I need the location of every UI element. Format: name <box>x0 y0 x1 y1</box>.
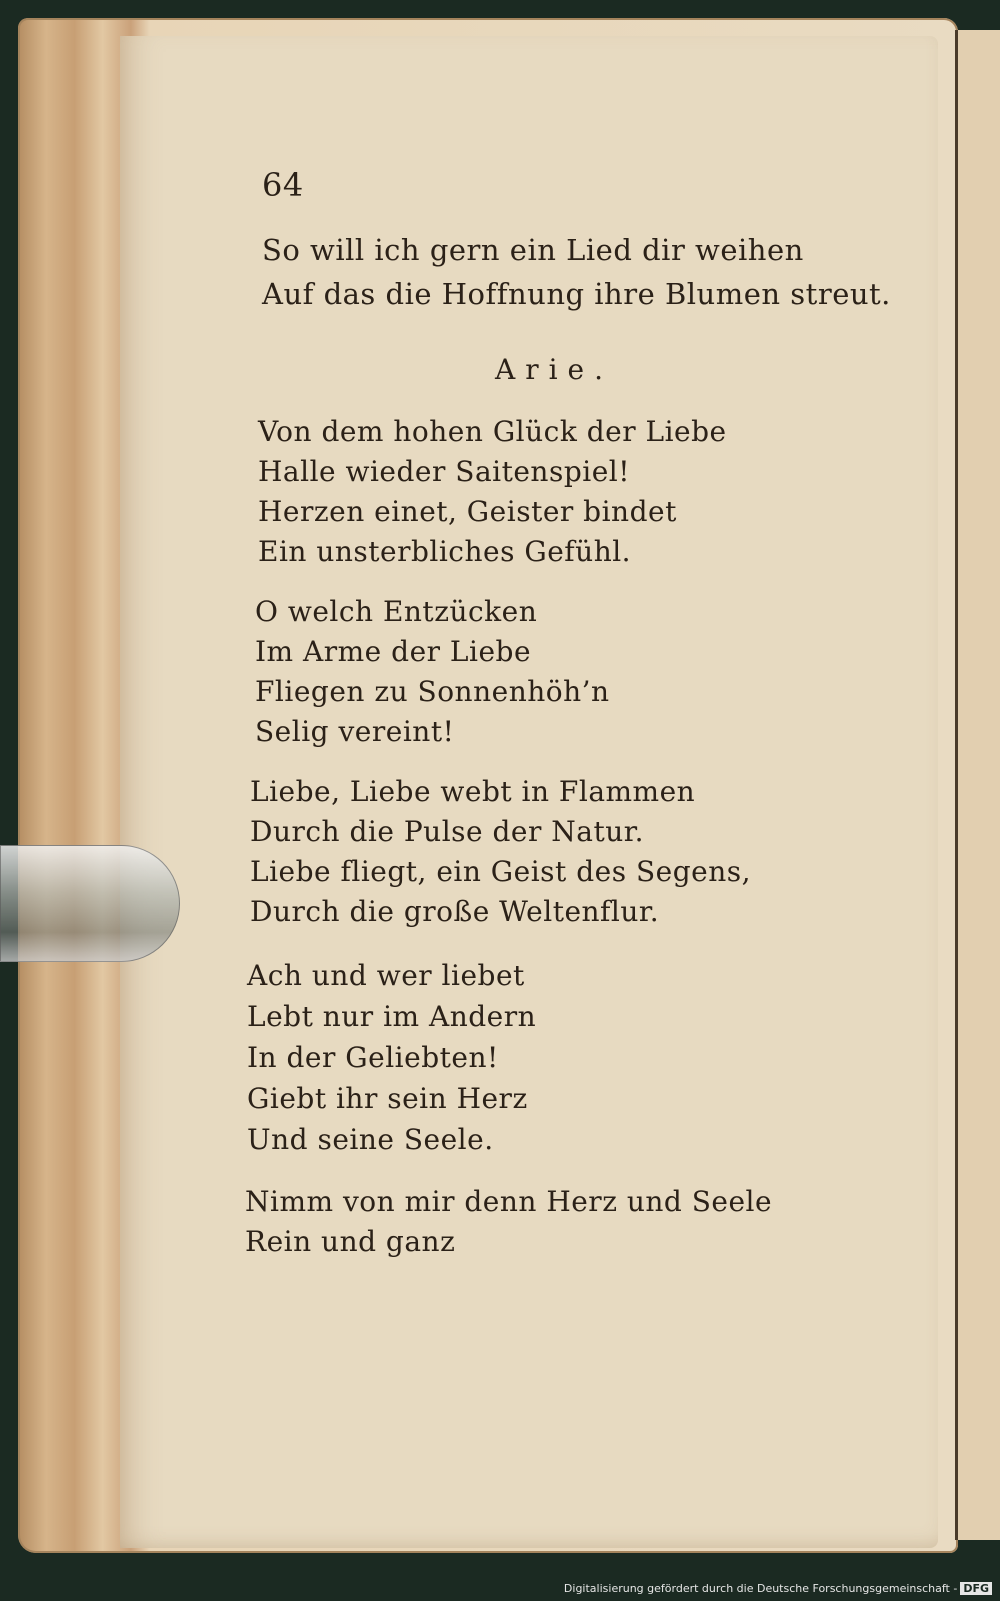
verse-line: Halle wieder Saitenspiel! <box>258 455 630 488</box>
verse-line: Durch die große Weltenflur. <box>250 895 660 928</box>
stanza-2 <box>255 592 610 752</box>
verse-line: Im Arme der Liebe <box>255 635 532 668</box>
verse-line: Und seine Seele. <box>247 1123 494 1156</box>
verse-line: In der Geliebten! <box>247 1041 499 1074</box>
verse-line: Lebt nur im Andern <box>247 1000 537 1033</box>
digitization-credit <box>564 1582 992 1595</box>
verse-line: Liebe, Liebe webt in Flammen <box>250 775 696 808</box>
verse-line: Ach und wer liebet <box>247 959 525 992</box>
page-number: 64 <box>262 166 304 204</box>
verse-line: Ein unsterbliches Gefühl. <box>258 535 632 568</box>
verse-line: Giebt ihr sein Herz <box>247 1082 528 1115</box>
glass-page-holder <box>0 845 180 962</box>
opening-line: Auf das die Hoffnung ihre Blumen streut. <box>262 277 891 311</box>
opening-line: So will ich gern ein Lied dir weihen <box>262 233 804 267</box>
verse-line: Von dem hohen Glück der Liebe <box>258 415 727 448</box>
verse-line: Durch die Pulse der Natur. <box>250 815 644 848</box>
section-heading: Arie. <box>495 353 614 386</box>
opening-lines <box>262 228 891 316</box>
facing-page-edge <box>955 30 1000 1540</box>
stanza-3 <box>250 772 751 932</box>
stanza-5 <box>245 1182 772 1262</box>
verse-line: O welch Entzücken <box>255 595 538 628</box>
verse-line: Nimm von mir denn Herz und Seele <box>245 1185 773 1218</box>
verse-line: Herzen einet, Geister bindet <box>258 495 677 528</box>
verse-line: Liebe fliegt, ein Geist des Segens, <box>250 855 752 888</box>
verse-line: Fliegen zu Sonnenhöh’n <box>255 675 610 708</box>
stanza-4 <box>247 955 536 1160</box>
stanza-1 <box>258 412 727 572</box>
credit-text: Digitalisierung gefördert durch die Deutsche Forschungsgemeinschaft - <box>563 1582 958 1595</box>
verse-line: Selig vereint! <box>255 715 455 748</box>
verse-line: Rein und ganz <box>245 1225 456 1258</box>
dfg-logo: DFG <box>960 1582 992 1595</box>
